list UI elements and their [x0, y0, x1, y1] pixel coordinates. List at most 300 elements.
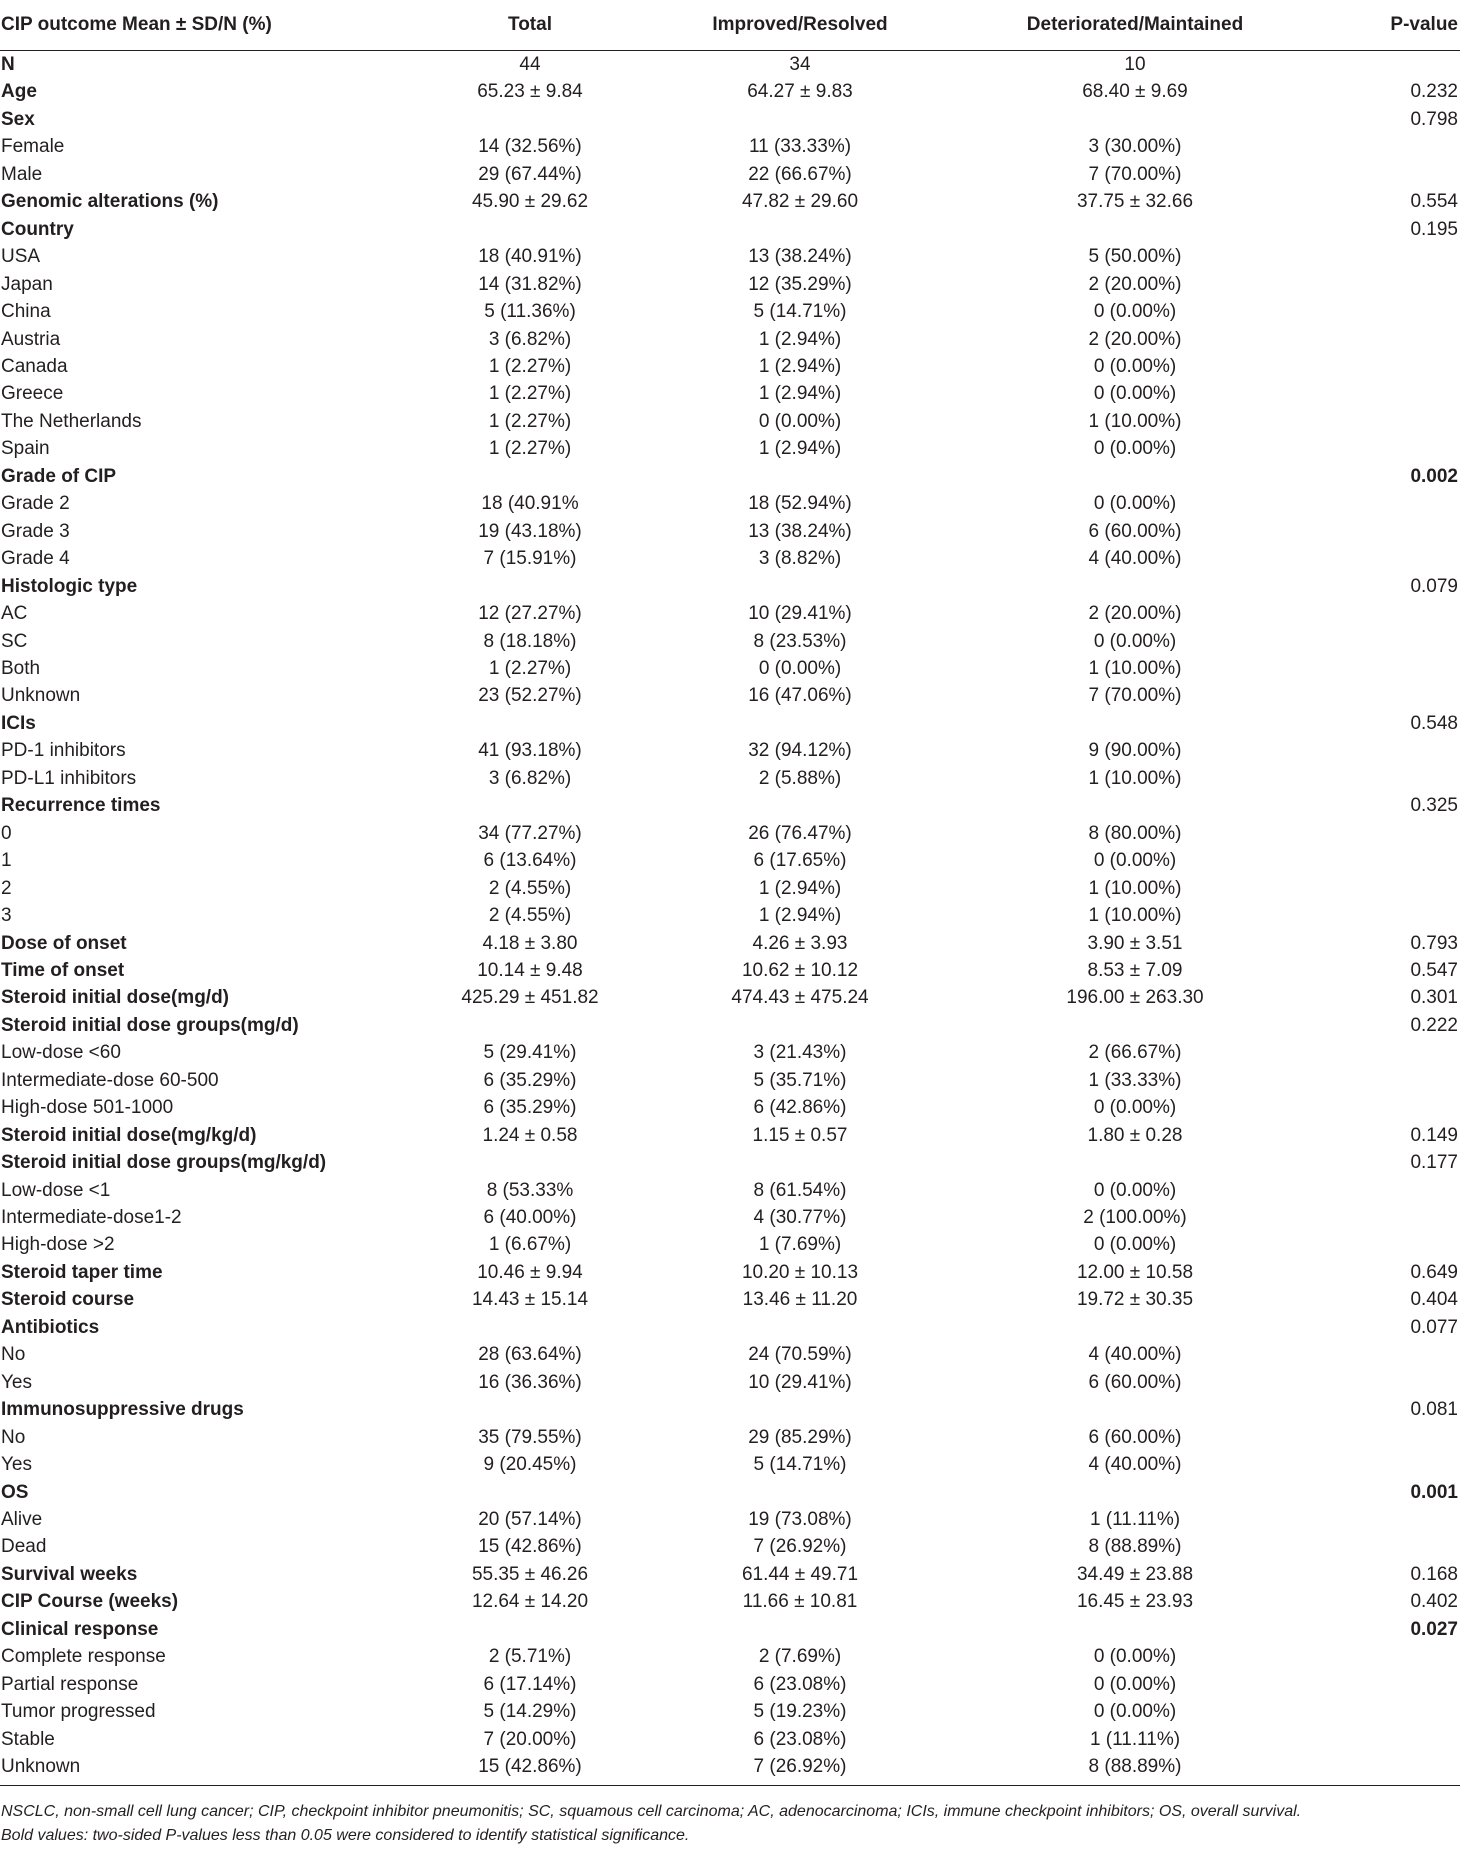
row-label: Alive — [1, 1509, 43, 1531]
row-label: SC — [1, 630, 28, 652]
row-label: 2 — [1, 877, 12, 899]
footnote-significance: Bold values: two-sided P-values less than 0.05 were considered to identify statistical significance. — [1, 1827, 690, 1844]
cell-improved-resolved: 5 (14.71%) — [753, 301, 847, 323]
cell-deteriorated-maintained: 0 (0.00%) — [1093, 383, 1177, 405]
cell-p-value — [1300, 408, 1460, 435]
cell-deteriorated-maintained: 6 (60.00%) — [1088, 1371, 1182, 1393]
cell-improved-resolved: 47.82 ± 29.60 — [741, 191, 859, 213]
cell-p-value: 0.079 — [1410, 575, 1458, 597]
cell-total: 14 (32.56%) — [478, 136, 582, 158]
cell-p-value — [1300, 1067, 1460, 1094]
table-row-variable — [0, 1012, 1460, 1039]
row-label: Steroid initial dose(mg/d) — [1, 987, 230, 1009]
cell-total: 1 (2.27%) — [488, 657, 572, 679]
row-label: Grade of CIP — [1, 465, 117, 487]
cell-deteriorated-maintained: 34.49 ± 23.88 — [1076, 1563, 1194, 1585]
cell-improved-resolved: 22 (66.67%) — [748, 163, 852, 185]
row-label: 0 — [1, 822, 12, 844]
cell-total — [430, 573, 630, 600]
row-label: 3 — [1, 905, 12, 927]
cell-deteriorated-maintained — [970, 1616, 1300, 1643]
cell-deteriorated-maintained: 2 (20.00%) — [1088, 273, 1182, 295]
cell-total: 16 (36.36%) — [478, 1371, 582, 1393]
row-label: Country — [1, 218, 74, 240]
table-row-variable — [0, 930, 1460, 957]
cell-deteriorated-maintained: 0 (0.00%) — [1093, 1701, 1177, 1723]
cell-total: 8 (18.18%) — [483, 630, 577, 652]
cell-total: 10.14 ± 9.48 — [477, 959, 583, 981]
cell-p-value — [1300, 600, 1460, 627]
cell-deteriorated-maintained — [970, 792, 1300, 819]
cell-deteriorated-maintained: 1.80 ± 0.28 — [1087, 1124, 1183, 1146]
row-label: Low-dose <60 — [1, 1042, 121, 1064]
cell-improved-resolved: 3 (8.82%) — [758, 548, 842, 570]
table-row-variable — [0, 1149, 1460, 1176]
cell-p-value — [1300, 380, 1460, 407]
cell-improved-resolved: 13 (38.24%) — [748, 520, 852, 542]
row-label: Grade 4 — [1, 548, 70, 570]
cell-deteriorated-maintained: 2 (20.00%) — [1088, 328, 1182, 350]
row-label: 1 — [1, 850, 12, 872]
cell-deteriorated-maintained: 2 (66.67%) — [1088, 1042, 1182, 1064]
cell-total: 6 (40.00%) — [483, 1207, 577, 1229]
cell-p-value — [1300, 1231, 1460, 1258]
cell-improved-resolved: 7 (26.92%) — [630, 1753, 970, 1785]
cell-deteriorated-maintained: 0 (0.00%) — [1093, 1234, 1177, 1256]
cell-improved-resolved: 5 (19.23%) — [753, 1701, 847, 1723]
cell-total: 14 (31.82%) — [478, 273, 582, 295]
table-body — [0, 51, 1460, 1786]
cell-improved-resolved — [630, 1479, 970, 1506]
cell-improved-resolved: 11 (33.33%) — [748, 136, 852, 158]
cell-deteriorated-maintained: 0 (0.00%) — [1093, 850, 1177, 872]
cell-total — [430, 1149, 630, 1176]
cell-total: 55.35 ± 46.26 — [471, 1563, 589, 1585]
table-row-subgroup — [0, 600, 1460, 627]
cell-p-value: 0.301 — [1410, 987, 1458, 1009]
cell-p-value — [1300, 1369, 1460, 1396]
row-label: Grade 2 — [1, 493, 70, 515]
row-label: AC — [1, 603, 28, 625]
cell-deteriorated-maintained — [970, 216, 1300, 243]
cell-deteriorated-maintained: 4 (40.00%) — [1088, 548, 1182, 570]
table-row-subgroup — [0, 1753, 1460, 1785]
cell-p-value — [1300, 737, 1460, 764]
table-row-variable — [0, 188, 1460, 215]
cell-total: 45.90 ± 29.62 — [471, 191, 589, 213]
cell-p-value — [1300, 1753, 1460, 1785]
cell-improved-resolved: 6 (23.08%) — [753, 1673, 847, 1695]
row-label: Canada — [1, 355, 68, 377]
cell-improved-resolved: 1 (2.94%) — [758, 328, 842, 350]
row-label: Unknown — [1, 685, 81, 707]
cell-deteriorated-maintained — [970, 710, 1300, 737]
cell-improved-resolved — [630, 463, 970, 490]
cell-improved-resolved: 64.27 ± 9.83 — [747, 81, 853, 103]
cell-deteriorated-maintained: 0 (0.00%) — [1093, 1673, 1177, 1695]
cell-improved-resolved: 0 (0.00%) — [758, 410, 842, 432]
cell-p-value: 0.222 — [1410, 1014, 1458, 1036]
cell-p-value — [1300, 902, 1460, 929]
table-row-variable — [0, 1396, 1460, 1423]
cell-improved-resolved: 474.43 ± 475.24 — [731, 987, 869, 1009]
cell-total: 4.18 ± 3.80 — [482, 932, 578, 954]
row-label: China — [1, 301, 51, 323]
cell-deteriorated-maintained: 0 (0.00%) — [1093, 355, 1177, 377]
cell-total: 5 (11.36%) — [484, 301, 576, 323]
cell-p-value: 0.793 — [1410, 932, 1458, 954]
cell-deteriorated-maintained: 0 (0.00%) — [1093, 630, 1177, 652]
table-row-subgroup — [0, 765, 1460, 792]
cell-p-value — [1300, 545, 1460, 572]
cell-improved-resolved: 13 (38.24%) — [748, 246, 852, 268]
table-header — [0, 0, 1460, 51]
cell-improved-resolved — [630, 1012, 970, 1039]
cell-total: 6 (35.29%) — [483, 1097, 577, 1119]
cell-total: 6 (17.14%) — [483, 1673, 577, 1695]
table-row-variable — [0, 106, 1460, 133]
header-p-value: P-value — [1300, 0, 1460, 51]
table-row-variable — [0, 1588, 1460, 1615]
cell-deteriorated-maintained: 1 (10.00%) — [1088, 767, 1182, 789]
cell-total: 1.24 ± 0.58 — [482, 1124, 578, 1146]
cell-deteriorated-maintained: 1 (10.00%) — [1088, 410, 1182, 432]
cell-total: 7 (15.91%) — [483, 548, 577, 570]
cell-total: 34 (77.27%) — [478, 822, 582, 844]
cell-total: 1 (2.27%) — [488, 355, 572, 377]
cell-total: 3 (6.82%) — [488, 767, 572, 789]
cell-improved-resolved: 10 (29.41%) — [748, 1371, 852, 1393]
table-footnote — [1, 1800, 1459, 1848]
row-label: Yes — [1, 1454, 32, 1476]
cell-improved-resolved: 6 (42.86%) — [753, 1097, 847, 1119]
table-row-subgroup — [0, 655, 1460, 682]
cell-p-value — [1300, 875, 1460, 902]
cell-deteriorated-maintained: 1 (11.11%) — [1089, 1728, 1181, 1750]
cell-total: 29 (67.44%) — [478, 163, 582, 185]
cell-improved-resolved: 2 (5.88%) — [758, 767, 842, 789]
cell-total: 14.43 ± 15.14 — [471, 1289, 589, 1311]
row-label: Stable — [1, 1728, 55, 1750]
cell-improved-resolved — [630, 106, 970, 133]
cell-improved-resolved — [630, 792, 970, 819]
table-row-subgroup — [0, 1039, 1460, 1066]
row-label: Recurrence times — [1, 795, 161, 817]
cell-deteriorated-maintained: 4 (40.00%) — [1088, 1344, 1182, 1366]
cell-deteriorated-maintained: 0 (0.00%) — [1093, 1179, 1177, 1201]
row-label: Dose of onset — [1, 932, 127, 954]
cell-improved-resolved — [630, 1149, 970, 1176]
cell-p-value — [1300, 353, 1460, 380]
cell-improved-resolved: 29 (85.29%) — [748, 1426, 852, 1448]
cell-deteriorated-maintained: 4 (40.00%) — [1088, 1454, 1182, 1476]
cell-p-value — [1300, 1424, 1460, 1451]
cell-p-value — [1300, 518, 1460, 545]
table-row-variable — [0, 1561, 1460, 1588]
cell-improved-resolved: 19 (73.08%) — [748, 1509, 852, 1531]
table-row-subgroup — [0, 490, 1460, 517]
cell-deteriorated-maintained: 3 (30.00%) — [1088, 136, 1182, 158]
cell-improved-resolved: 1.15 ± 0.57 — [752, 1124, 848, 1146]
cell-improved-resolved: 2 (7.69%) — [758, 1646, 842, 1668]
cell-p-value — [1300, 298, 1460, 325]
table-row-subgroup — [0, 545, 1460, 572]
cell-total: 6 (35.29%) — [483, 1069, 577, 1091]
cell-improved-resolved: 4.26 ± 3.93 — [752, 932, 848, 954]
table-row-variable — [0, 216, 1460, 243]
cell-deteriorated-maintained: 0 (0.00%) — [1093, 301, 1177, 323]
row-label: Age — [1, 81, 37, 103]
table-row-subgroup — [0, 435, 1460, 462]
cell-p-value — [1300, 847, 1460, 874]
cell-deteriorated-maintained: 1 (10.00%) — [1088, 657, 1182, 679]
cell-improved-resolved: 6 (17.65%) — [753, 850, 847, 872]
table-row-subgroup — [0, 1204, 1460, 1231]
cell-p-value: 0.001 — [1410, 1481, 1458, 1503]
cell-total: 10.46 ± 9.94 — [477, 1261, 583, 1283]
table-row-subgroup — [0, 408, 1460, 435]
table-row-subgroup — [0, 1067, 1460, 1094]
row-label: High-dose 501-1000 — [1, 1097, 174, 1119]
row-label: Time of onset — [1, 959, 125, 981]
cell-deteriorated-maintained: 16.45 ± 23.93 — [1076, 1591, 1194, 1613]
cell-p-value — [1300, 765, 1460, 792]
cell-total: 28 (63.64%) — [478, 1344, 582, 1366]
cell-total: 3 (6.82%) — [488, 328, 572, 350]
table-row-subgroup — [0, 1231, 1460, 1258]
table-row-variable — [0, 78, 1460, 105]
cell-p-value — [1300, 326, 1460, 353]
row-label: N — [1, 54, 15, 75]
table-row-variable — [0, 792, 1460, 819]
cell-total — [430, 1012, 630, 1039]
cell-improved-resolved: 12 (35.29%) — [748, 273, 852, 295]
table-row-subgroup — [0, 902, 1460, 929]
cell-p-value — [1300, 1726, 1460, 1753]
cell-total — [430, 1396, 630, 1423]
cell-p-value: 0.232 — [1410, 81, 1458, 103]
table-row-subgroup — [0, 271, 1460, 298]
cell-deteriorated-maintained: 7 (70.00%) — [1088, 685, 1182, 707]
cell-deteriorated-maintained — [970, 573, 1300, 600]
table-row-variable — [0, 1479, 1460, 1506]
cell-p-value: 0.177 — [1410, 1152, 1458, 1174]
cell-deteriorated-maintained: 19.72 ± 30.35 — [1076, 1289, 1194, 1311]
cell-p-value: 0.168 — [1410, 1563, 1458, 1585]
row-label: Immunosuppressive drugs — [1, 1399, 244, 1421]
row-label: Intermediate-dose 60-500 — [1, 1069, 219, 1091]
table-row-subgroup — [0, 628, 1460, 655]
cell-improved-resolved: 32 (94.12%) — [748, 740, 852, 762]
table-row-variable — [0, 984, 1460, 1011]
cell-deteriorated-maintained: 12.00 ± 10.58 — [1076, 1261, 1194, 1283]
table-row-subgroup — [0, 737, 1460, 764]
cell-p-value — [1300, 1506, 1460, 1533]
cell-p-value — [1300, 1094, 1460, 1121]
row-label: PD-1 inhibitors — [1, 740, 126, 762]
cell-improved-resolved: 8 (61.54%) — [753, 1179, 847, 1201]
cell-deteriorated-maintained: 1 (10.00%) — [1088, 905, 1182, 927]
cell-deteriorated-maintained: 0 (0.00%) — [1093, 1097, 1177, 1119]
row-label: Grade 3 — [1, 520, 70, 542]
row-label: Sex — [1, 108, 35, 130]
row-label: No — [1, 1344, 26, 1366]
cell-deteriorated-maintained: 1 (11.11%) — [1089, 1509, 1181, 1531]
cell-total: 1 (6.67%) — [488, 1234, 572, 1256]
row-label: Female — [1, 136, 65, 158]
cell-p-value — [1300, 1177, 1460, 1204]
cell-total: 44 — [519, 54, 541, 75]
cell-p-value — [1300, 1671, 1460, 1698]
row-label: Spain — [1, 438, 50, 460]
footnote-abbreviations: NSCLC, non-small cell lung cancer; CIP, checkpoint inhibitor pneumonitis; SC, squamous cell carcinoma; AC, adenocarcinoma; ICIs, immune checkpoint inhibitors; OS, overall survival. — [1, 1803, 1302, 1820]
cell-p-value — [1300, 243, 1460, 270]
row-label: Low-dose <1 — [1, 1179, 111, 1201]
cell-total: 7 (20.00%) — [483, 1728, 577, 1750]
cell-p-value — [1300, 1039, 1460, 1066]
cell-improved-resolved: 0 (0.00%) — [758, 657, 842, 679]
cell-improved-resolved: 1 (7.69%) — [758, 1234, 842, 1256]
cell-improved-resolved: 1 (2.94%) — [758, 355, 842, 377]
table-row-subgroup — [0, 1451, 1460, 1478]
cell-total: 23 (52.27%) — [478, 685, 582, 707]
row-label: Antibiotics — [1, 1316, 100, 1338]
table-row-subgroup — [0, 875, 1460, 902]
row-label: Steroid initial dose(mg/kg/d) — [1, 1124, 257, 1146]
cell-deteriorated-maintained — [970, 463, 1300, 490]
row-label: High-dose >2 — [1, 1234, 115, 1256]
cell-deteriorated-maintained: 6 (60.00%) — [1088, 520, 1182, 542]
table-row-subgroup — [0, 847, 1460, 874]
cell-total: 12 (27.27%) — [478, 603, 582, 625]
table-row-subgroup — [0, 298, 1460, 325]
cell-total — [430, 106, 630, 133]
table-row-subgroup — [0, 1533, 1460, 1560]
row-label: USA — [1, 246, 41, 268]
row-label: Steroid taper time — [1, 1261, 163, 1283]
cell-p-value: 0.077 — [1410, 1316, 1458, 1338]
cell-p-value: 0.027 — [1410, 1618, 1458, 1640]
cell-total: 19 (43.18%) — [478, 520, 582, 542]
row-label: Tumor progressed — [1, 1701, 156, 1723]
cell-total — [430, 216, 630, 243]
cell-total: 6 (13.64%) — [483, 850, 577, 872]
cell-improved-resolved: 1 (2.94%) — [758, 438, 842, 460]
cell-p-value — [1300, 1698, 1460, 1725]
cell-improved-resolved: 10.62 ± 10.12 — [741, 959, 859, 981]
row-label: OS — [1, 1481, 29, 1503]
cell-deteriorated-maintained: 68.40 ± 9.69 — [1082, 81, 1188, 103]
cell-p-value — [1300, 1643, 1460, 1670]
cell-improved-resolved: 1 (2.94%) — [758, 877, 842, 899]
row-label: Steroid initial dose groups(mg/d) — [1, 1014, 299, 1036]
cell-total: 9 (20.45%) — [483, 1454, 577, 1476]
cell-total: 20 (57.14%) — [478, 1509, 582, 1531]
table-row-subgroup — [0, 1698, 1460, 1725]
cell-improved-resolved — [630, 1314, 970, 1341]
cell-p-value: 0.547 — [1410, 959, 1458, 981]
cell-improved-resolved — [630, 216, 970, 243]
cell-deteriorated-maintained: 2 (20.00%) — [1088, 603, 1182, 625]
cell-improved-resolved: 24 (70.59%) — [748, 1344, 852, 1366]
header-row — [0, 0, 1460, 51]
table-row-variable — [0, 957, 1460, 984]
cell-deteriorated-maintained: 8.53 ± 7.09 — [1087, 959, 1183, 981]
table-row-subgroup — [0, 1671, 1460, 1698]
cell-improved-resolved: 13.46 ± 11.20 — [742, 1289, 858, 1311]
header-deteriorated-maintained: Deteriorated/Maintained — [970, 0, 1300, 51]
row-label: Japan — [1, 273, 53, 295]
cell-deteriorated-maintained: 37.75 ± 32.66 — [1076, 191, 1194, 213]
cell-deteriorated-maintained: 8 (80.00%) — [1088, 822, 1182, 844]
table-row-variable — [0, 573, 1460, 600]
cell-p-value: 0.548 — [1410, 712, 1458, 734]
cell-improved-resolved: 8 (23.53%) — [753, 630, 847, 652]
header-variable: CIP outcome Mean ± SD/N (%) — [0, 0, 430, 51]
cell-deteriorated-maintained: 8 (88.89%) — [1088, 1536, 1182, 1558]
cell-p-value — [1300, 1451, 1460, 1478]
cell-total: 15 (42.86%) — [478, 1536, 582, 1558]
table-row-variable — [0, 1616, 1460, 1643]
table-row-subgroup — [0, 326, 1460, 353]
cell-total — [430, 710, 630, 737]
table-row-subgroup — [0, 1094, 1460, 1121]
row-label: Steroid initial dose groups(mg/kg/d) — [1, 1152, 327, 1174]
cell-improved-resolved: 10 (29.41%) — [748, 603, 852, 625]
cell-p-value — [1300, 161, 1460, 188]
cell-total: 35 (79.55%) — [478, 1426, 582, 1448]
cell-deteriorated-maintained: 9 (90.00%) — [1088, 740, 1182, 762]
cell-p-value — [1300, 435, 1460, 462]
cell-deteriorated-maintained — [970, 106, 1300, 133]
cell-improved-resolved: 26 (76.47%) — [748, 822, 852, 844]
row-label: Intermediate-dose1-2 — [1, 1207, 182, 1229]
cell-p-value: 0.149 — [1410, 1124, 1458, 1146]
row-label: Steroid course — [1, 1289, 135, 1311]
cell-improved-resolved — [630, 573, 970, 600]
cell-p-value: 0.002 — [1410, 465, 1458, 487]
header-total: Total — [430, 0, 630, 51]
cell-deteriorated-maintained — [970, 1149, 1300, 1176]
cell-p-value — [1300, 1533, 1460, 1560]
cell-total: 65.23 ± 9.84 — [477, 81, 583, 103]
cell-improved-resolved: 34 — [789, 54, 811, 75]
cell-improved-resolved: 7 (26.92%) — [753, 1536, 847, 1558]
table-row-subgroup — [0, 1369, 1460, 1396]
row-label: Yes — [1, 1371, 32, 1393]
cell-total: 1 (2.27%) — [488, 383, 572, 405]
cell-p-value — [1300, 628, 1460, 655]
table-row-variable — [0, 710, 1460, 737]
row-label: Complete response — [1, 1646, 166, 1668]
cell-deteriorated-maintained — [970, 1314, 1300, 1341]
row-label: Unknown — [0, 1753, 430, 1785]
cell-p-value — [1300, 271, 1460, 298]
cell-improved-resolved: 4 (30.77%) — [753, 1207, 847, 1229]
cell-improved-resolved: 3 (21.43%) — [753, 1042, 847, 1064]
cell-total: 1 (2.27%) — [488, 438, 572, 460]
cell-p-value — [1300, 682, 1460, 709]
table-row-subgroup — [0, 1506, 1460, 1533]
row-label: Survival weeks — [1, 1563, 138, 1585]
row-label: Austria — [1, 328, 61, 350]
cell-p-value: 0.798 — [1410, 108, 1458, 130]
cell-total — [430, 1479, 630, 1506]
cell-total — [430, 463, 630, 490]
row-label: PD-L1 inhibitors — [1, 767, 137, 789]
cell-improved-resolved: 6 (23.08%) — [753, 1728, 847, 1750]
cell-total: 12.64 ± 14.20 — [471, 1591, 589, 1613]
